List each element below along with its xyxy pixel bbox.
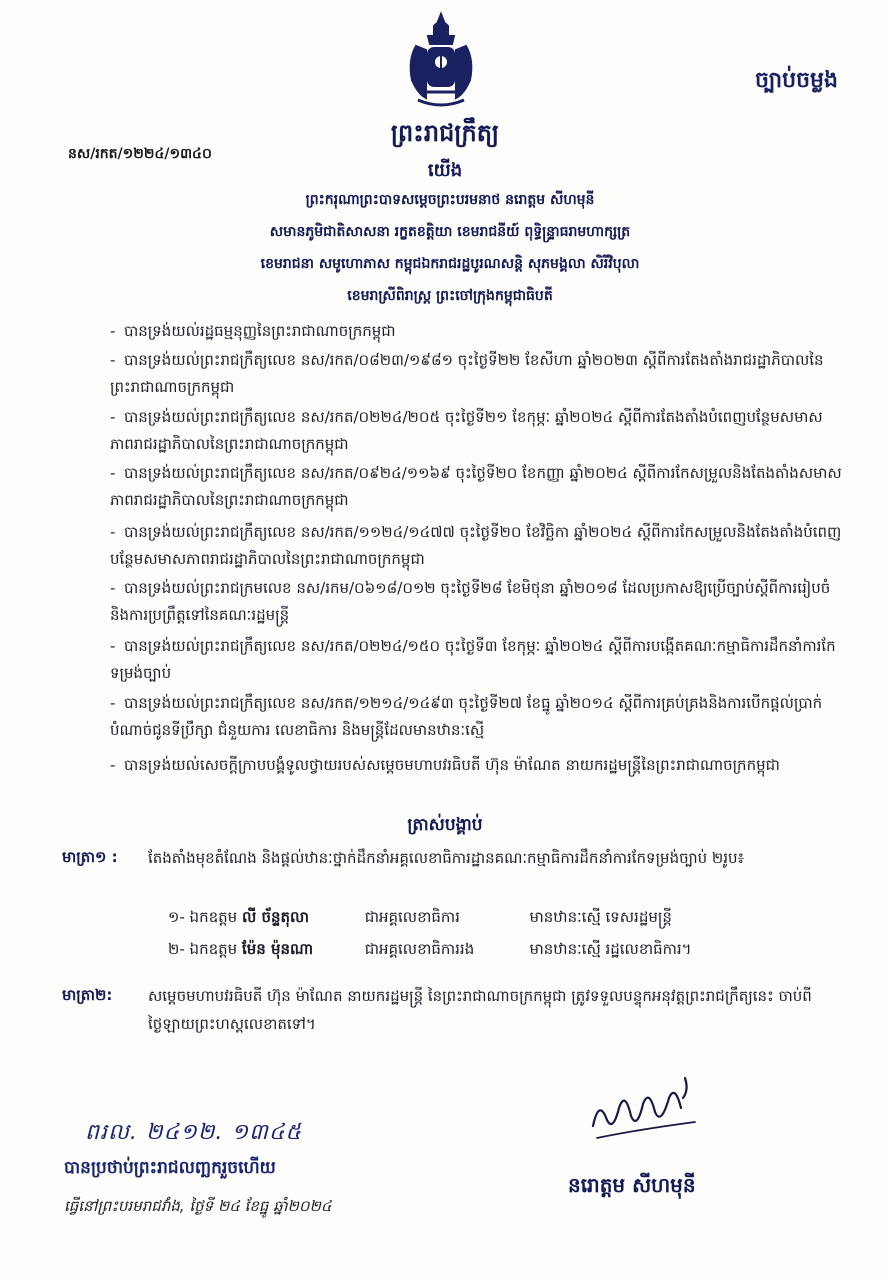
appointment-row bbox=[168, 940, 692, 962]
appointment-title: ឯកឧត្តម bbox=[189, 940, 238, 958]
recital-item: - បានទ្រង់យល់ព្រះរាជក្រឹត្យលេខ នស/រកត/០២២៤/២០៥ ចុះថ្ងៃទី២១ ខែកុម្ភៈ ឆ្នាំ២០២៤ ស្តីពីការតែងតាំងបំពេញបន្ថែមសមាសភាពរាជរដ្ឋាភិបាលនៃព្រះរាជាណាចក្រកម្ពុជា bbox=[110, 408, 823, 453]
appointee-name: លី ច័ន្ទតុលា bbox=[241, 908, 310, 926]
copy-tag: ច្បាប់ចម្លង bbox=[754, 68, 838, 93]
recital-text: បានទ្រង់យល់ព្រះរាជក្រមលេខ នស/រកម/០៦១៨/០១២ ចុះថ្ងៃទី២៨ ខែមិថុនា ឆ្នាំ២០១៨ ដែលប្រកាសឱ្យប្រើច្បាប់ស្តីពីការរៀបចំនិងការប្រព្រឹត្តទៅនៃគណៈរដ្ឋមន្ត្រី bbox=[110, 579, 831, 624]
recital-item: - បានទ្រង់យល់ព្រះរាជក្រឹត្យលេខ នស/រកត/១២១៤/១៤៩៣ ចុះថ្ងៃទី២៧ ខែធ្នូ ឆ្នាំ២០១៤ ស្តីពីការគ្រប់គ្រងនិងការបើកផ្តល់ប្រាក់បំណាច់ជូនទីប្រឹក្សា ជំនួយការ លេខាធិការ និងមន្ត្រីដែលមានឋានៈស្មើ bbox=[110, 694, 823, 739]
recital-text: បានទ្រង់យល់ព្រះរាជក្រឹត្យលេខ នស/រកត/០២២៤/២០៥ ចុះថ្ងៃទី២១ ខែកុម្ភៈ ឆ្នាំ២០២៤ ស្តីពីការតែងតាំងបំពេញបន្ថែមសមាសភាពរាជរដ្ឋាភិបាលនៃព្រះរាជាណាចក្រកម្ពុជា bbox=[110, 408, 823, 453]
appointment-number: ១- bbox=[168, 908, 185, 926]
signatory-name: នរោត្តម សីហមុនី bbox=[568, 1173, 696, 1197]
recital-text: បានទ្រង់យល់ព្រះរាជក្រឹត្យលេខ នស/រកត/០៨២៣/១៩៨១ ចុះថ្ងៃទី២២ ខែសីហា ឆ្នាំ២០២៣ ស្តីពីការតែងតាំងរាជរដ្ឋាភិបាលនៃព្រះរាជាណាចក្រកម្ពុជា bbox=[110, 351, 824, 396]
royal-title-line: ខេមរាជនា សមូហោភាស កម្ពុជឯករាជរដ្ឋបូរណសន្តិ សុភមង្គលា សិរីវិបុលា bbox=[260, 256, 640, 272]
appointment-number: ២- bbox=[168, 940, 185, 958]
recital-item: - បានទ្រង់យល់ព្រះរាជក្រមលេខ នស/រកម/០៦១៨/០១២ ចុះថ្ងៃទី២៨ ខែមិថុនា ឆ្នាំ២០១៨ ដែលប្រកាសឱ្យប្រើច្បាប់ស្តីពីការរៀបចំនិងការប្រព្រឹត្តទៅនៃគណៈរដ្ឋមន្ត្រី bbox=[110, 579, 831, 624]
recital-item: - បានទ្រង់យល់ព្រះរាជក្រឹត្យលេខ នស/រកត/១១២៤/១៤៧៧ ចុះថ្ងៃទី២០ ខែវិច្ឆិកា ឆ្នាំ២០២៤ ស្តីពីការកែសម្រួលនិងតែងតាំងបំពេញបន្ថែមសមាសភាពរាជរដ្ឋាភិបាលនៃព្រះរាជាណាចក្រកម្ពុជា bbox=[110, 523, 842, 568]
decree-title: ព្រះរាជក្រឹត្យ bbox=[390, 119, 500, 147]
recital-item: - បានទ្រង់យល់ព្រះរាជក្រឹត្យលេខ នស/រកត/០២២៤/១៥០ ចុះថ្ងៃទី៣ ខែកុម្ភៈ ឆ្នាំ២០២៤ ស្តីពីការបង្កើតគណៈកម្មាធិការដឹកនាំការកែទម្រង់ច្បាប់ bbox=[110, 637, 836, 682]
recital-text: បានទ្រង់យល់ព្រះរាជក្រឹត្យលេខ នស/រកត/០២២៤/១៥០ ចុះថ្ងៃទី៣ ខែកុម្ភៈ ឆ្នាំ២០២៤ ស្តីពីការបង្កើតគណៈកម្មាធិការដឹកនាំការកែទម្រង់ច្បាប់ bbox=[110, 637, 836, 682]
royal-signature bbox=[585, 1068, 705, 1148]
appointment-role: ជាអគ្គលេខាធិការ bbox=[364, 908, 460, 926]
seal-reference: ពរល. ២៤១២. ១៣៤៥ bbox=[85, 1120, 302, 1145]
appointee-name: ម៉ែន ម៉ុនណា bbox=[241, 940, 314, 958]
recital-text: បានទ្រង់យល់សេចក្តីក្រាបបង្គំទូលថ្វាយរបស់សម្តេចមហាបវរធិបតី ហ៊ុន ម៉ាណែត នាយករដ្ឋមន្ត្រីនៃព្រះរាជាណាចក្រកម្ពុជា bbox=[124, 756, 780, 774]
recital-item: - បានទ្រង់យល់សេចក្តីក្រាបបង្គំទូលថ្វាយរបស់សម្តេចមហាបវរធិបតី ហ៊ុន ម៉ាណែត នាយករដ្ឋមន្ត្រីនៃព្រះរាជាណាចក្រកម្ពុជា bbox=[110, 756, 780, 774]
appointment-role: ជាអគ្គលេខាធិការរង bbox=[364, 940, 475, 958]
appointment-rank: មានឋានៈស្មើ រដ្ឋលេខាធិការ។ bbox=[529, 940, 692, 958]
recital-text: បានទ្រង់យល់ព្រះរាជក្រឹត្យលេខ នស/រកត/០៩២៤/១១៦៩ ចុះថ្ងៃទី២០ ខែកញ្ញា ឆ្នាំ២០២៤ ស្តីពីការកែសម្រួលនិងតែងតាំងសមាសភាពរាជរដ្ឋាភិបាលនៃព្រះរាជាណាចក្រកម្ពុជា bbox=[110, 464, 842, 509]
recital-item: - បានទ្រង់យល់ព្រះរាជក្រឹត្យលេខ នស/រកត/០៩២៤/១១៦៩ ចុះថ្ងៃទី២០ ខែកញ្ញា ឆ្នាំ២០២៤ ស្តីពីការកែសម្រួលនិងតែងតាំងសមាសភាពរាជរដ្ឋាភិបាលនៃព្រះរាជាណាចក្រកម្ពុជា bbox=[110, 464, 842, 509]
appointment-rank: មានឋានៈស្មើ ទេសរដ្ឋមន្ត្រី bbox=[529, 908, 672, 926]
recital-item: - បានទ្រង់យល់ព្រះរាជក្រឹត្យលេខ នស/រកត/០៨២៣/១៩៨១ ចុះថ្ងៃទី២២ ខែសីហា ឆ្នាំ២០២៣ ស្តីពីការតែងតាំងរាជរដ្ឋាភិបាលនៃព្រះរាជាណាចក្រកម្ពុជា bbox=[110, 351, 824, 396]
order-heading: ត្រាស់បង្គាប់ bbox=[407, 815, 483, 835]
decree-number: នស/រកត/១២២៤/១៣៤០ bbox=[68, 146, 212, 162]
article-label: មាត្រា២: bbox=[62, 986, 113, 1004]
recital-text: បានទ្រង់យល់ព្រះរាជក្រឹត្យលេខ នស/រកត/១២១៤/១៤៩៣ ចុះថ្ងៃទី២៧ ខែធ្នូ ឆ្នាំ២០១៤ ស្តីពីការគ្រប់គ្រងនិងការបើកផ្តល់ប្រាក់បំណាច់ជូនទីប្រឹក្សា ជំនួយការ លេខាធិការ និងមន្ត្រីដែលមានឋានៈស្មើ bbox=[110, 694, 823, 739]
royal-title-line: ខេមរាស្រីពិរាស្ត្រ ព្រះចៅក្រុងកម្ពុជាធិបតី bbox=[347, 288, 553, 304]
article-text: សម្តេចមហាបវរធិបតី ហ៊ុន ម៉ាណែត នាយករដ្ឋមន្ត្រី នៃព្រះរាជាណាចក្រកម្ពុជា ត្រូវទទួលបន្ទុកអនុវត្តព្រះរាជក្រឹត្យនេះ ចាប់ពីថ្ងៃឡាយព្រះហស្តលេខាតទៅ។ bbox=[148, 987, 812, 1033]
appointment-title: ឯកឧត្តម bbox=[189, 908, 238, 926]
royal-seal-stamp: បានប្រថាប់ព្រះរាជលញ្ឆករួចហើយ bbox=[64, 1158, 276, 1178]
appointment-row bbox=[168, 908, 672, 930]
royal-title-line: ព្រះករុណាព្រះបាទសម្តេចព្រះបរមនាថ នរោត្តម សីហមុនី bbox=[305, 192, 595, 208]
article-label: មាត្រា១ : bbox=[62, 848, 118, 866]
royal-title-line: សមានភូមិជាតិសាសនា រក្ខតខត្តិយា ខេមរាជនីយ៍ ពុទ្ធិន្ទ្រាធរាមហាក្សត្រ bbox=[269, 224, 631, 240]
recital-text: បានទ្រង់យល់ព្រះរាជក្រឹត្យលេខ នស/រកត/១១២៤/១៤៧៧ ចុះថ្ងៃទី២០ ខែវិច្ឆិកា ឆ្នាំ២០២៤ ស្តីពីការកែសម្រួលនិងតែងតាំងបំពេញបន្ថែមសមាសភាពរាជរដ្ឋាភិបាលនៃព្រះរាជាណាចក្រកម្ពុជា bbox=[110, 523, 842, 568]
place-and-date: ធ្វើនៅព្រះបរមរាជវាំង, ថ្ងៃទី ២៤ ខែធ្នូ ឆ្នាំ២០២៤ bbox=[64, 1197, 332, 1215]
article-text: តែងតាំងមុខតំណែង និងផ្តល់ឋានៈថ្នាក់ដឹកនាំអគ្គលេខាធិការដ្ឋានគណៈកម្មាធិការដឹកនាំការកែទម្រង់ច្បាប់ ២រូប៖ bbox=[148, 849, 745, 867]
royal-emblem-icon bbox=[398, 10, 484, 110]
recital-text: បានទ្រង់យល់រដ្ឋធម្មនុញ្ញនៃព្រះរាជាណាចក្រកម្ពុជា bbox=[124, 322, 396, 340]
we-heading: យើង bbox=[427, 160, 463, 181]
recital-item: - បានទ្រង់យល់រដ្ឋធម្មនុញ្ញនៃព្រះរាជាណាចក្រកម្ពុជា bbox=[110, 322, 396, 340]
